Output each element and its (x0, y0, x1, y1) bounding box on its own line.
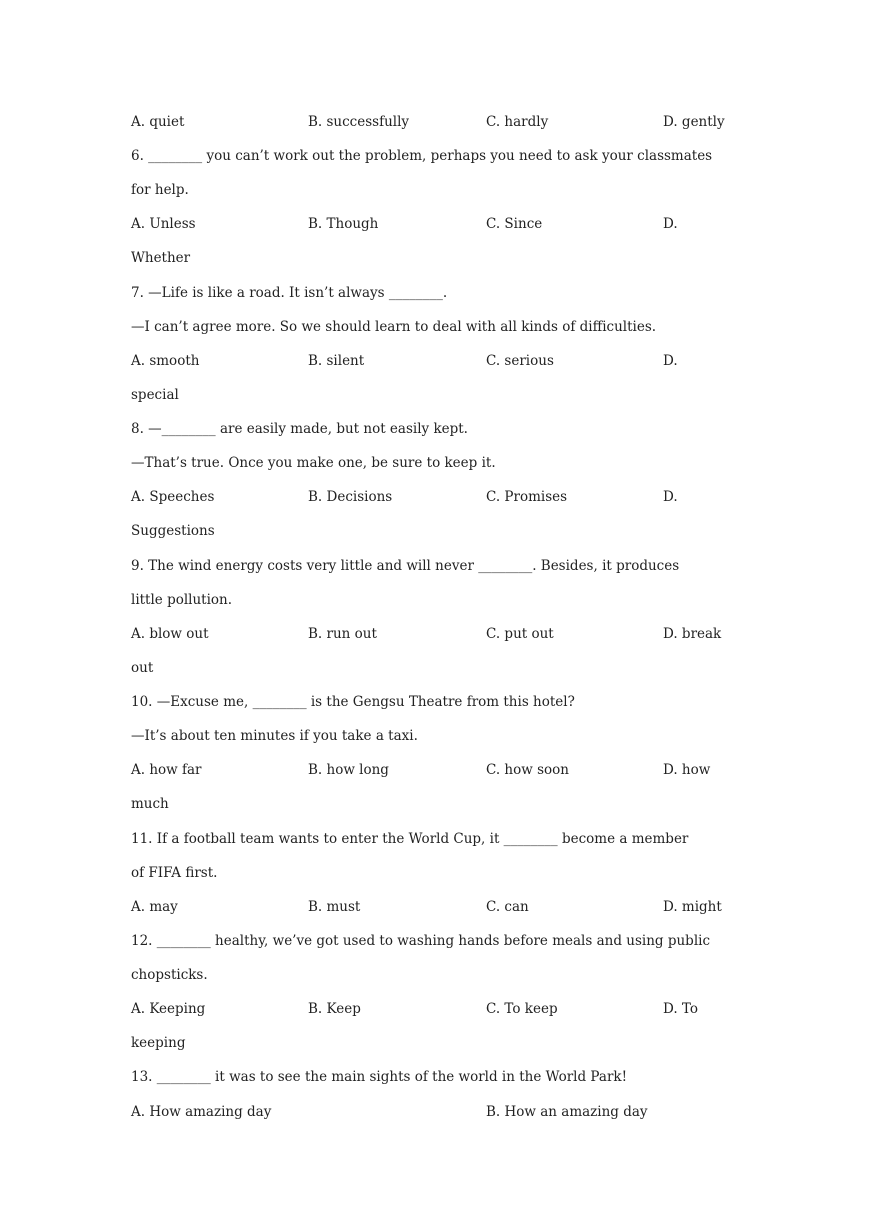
q10-option-d: D. how (663, 762, 711, 778)
q10-stem-line2: —It’s about ten minutes if you take a taxi. (131, 728, 418, 744)
q13-stem-line1: 13. ________ it was to see the main sights of the world in the World Park! (131, 1069, 628, 1085)
q12-option-c: C. To keep (486, 1001, 558, 1017)
q11-option-a: A. may (131, 899, 178, 915)
q11-stem-line2: of FIFA first. (131, 865, 218, 881)
q12-option-a: A. Keeping (131, 1001, 206, 1017)
q12-option-d-wrap: keeping (131, 1035, 186, 1051)
q7-option-a: A. smooth (131, 353, 200, 369)
q7-stem-line1: 7. —Life is like a road. It isn’t always ________. (131, 285, 448, 301)
q10-option-b: B. how long (308, 762, 389, 778)
q9-option-a: A. blow out (131, 626, 209, 642)
q6-option-a: A. Unless (131, 216, 196, 232)
q9-options (131, 625, 741, 643)
q10-option-c: C. how soon (486, 762, 569, 778)
q5-option-c: C. hardly (486, 114, 549, 130)
q8-options (131, 488, 741, 506)
q12-option-b: B. Keep (308, 1001, 361, 1017)
q5-option-d: D. gently (663, 114, 725, 130)
q7-option-d-wrap: special (131, 387, 179, 403)
q6-option-d: D. (663, 216, 678, 232)
q9-stem-line2: little pollution. (131, 592, 233, 608)
q8-option-c: C. Promises (486, 489, 568, 505)
q13-option-b: B. How an amazing day (486, 1104, 648, 1120)
q7-stem-line2: —I can’t agree more. So we should learn to deal with all kinds of difficulties. (131, 319, 657, 335)
q10-option-a: A. how far (131, 762, 202, 778)
q7-option-c: C. serious (486, 353, 554, 369)
q11-options (131, 898, 741, 916)
q9-stem-line1: 9. The wind energy costs very little and will never ________. Besides, it produces (131, 558, 680, 574)
q12-option-d: D. To (663, 1001, 699, 1017)
q10-stem-line1: 10. —Excuse me, ________ is the Gengsu Theatre from this hotel? (131, 694, 575, 710)
q6-stem-line2: for help. (131, 182, 189, 198)
q9-option-c: C. put out (486, 626, 554, 642)
q11-option-d: D. might (663, 899, 722, 915)
q12-stem-line1: 12. ________ healthy, we’ve got used to washing hands before meals and using public (131, 933, 711, 949)
q7-option-b: B. silent (308, 353, 365, 369)
q8-option-d: D. (663, 489, 678, 505)
q5-option-b: B. successfully (308, 114, 410, 130)
q6-stem-line1: 6. ________ you can’t work out the problem, perhaps you need to ask your classmates (131, 148, 713, 164)
q5-options (131, 113, 741, 131)
q9-option-d: D. break (663, 626, 722, 642)
q6-option-b: B. Though (308, 216, 379, 232)
q6-options (131, 215, 741, 233)
q13-options (131, 1103, 741, 1121)
q12-options (131, 1000, 741, 1018)
q11-option-c: C. can (486, 899, 529, 915)
q10-options (131, 761, 741, 779)
q8-stem-line2: —That’s true. Once you make one, be sure to keep it. (131, 455, 496, 471)
q6-option-c: C. Since (486, 216, 543, 232)
q11-stem-line1: 11. If a football team wants to enter the World Cup, it ________ become a member (131, 831, 689, 847)
q6-option-d-wrap: Whether (131, 250, 191, 266)
q8-stem-line1: 8. —________ are easily made, but not easily kept. (131, 421, 468, 437)
q8-option-a: A. Speeches (131, 489, 215, 505)
q13-option-a: A. How amazing day (131, 1104, 272, 1120)
q8-option-b: B. Decisions (308, 489, 393, 505)
q12-stem-line2: chopsticks. (131, 967, 208, 983)
q11-option-b: B. must (308, 899, 361, 915)
q8-option-d-wrap: Suggestions (131, 523, 215, 539)
q7-options (131, 352, 741, 370)
q9-option-d-wrap: out (131, 660, 154, 676)
q5-option-a: A. quiet (131, 114, 185, 130)
q9-option-b: B. run out (308, 626, 377, 642)
q7-option-d: D. (663, 353, 678, 369)
q10-option-d-wrap: much (131, 796, 169, 812)
